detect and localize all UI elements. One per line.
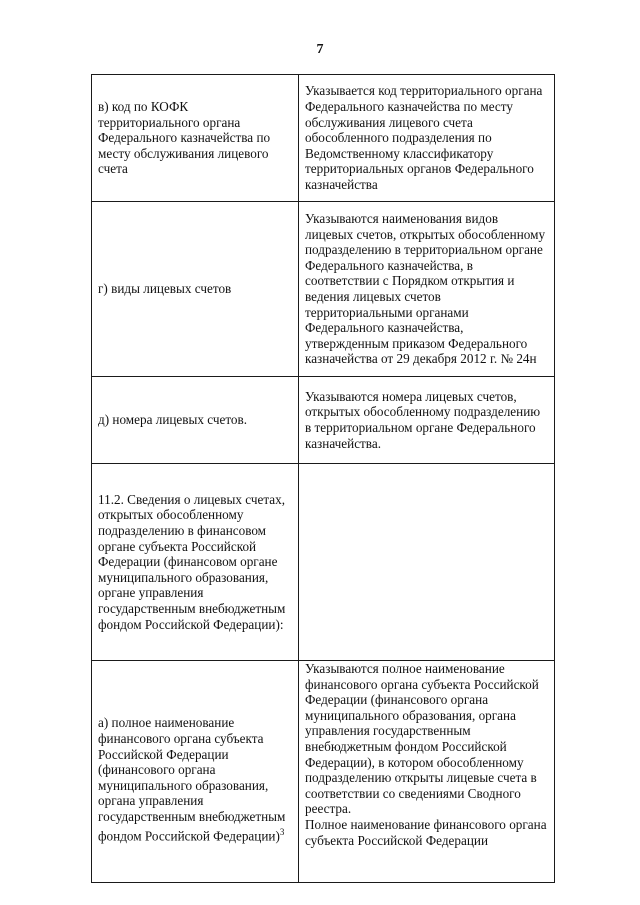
table-row [92,377,555,464]
field-description-continued-text: Полное наименование финансового органа субъекта Российской Федерации [305,816,547,848]
table-row [92,464,555,661]
table-row [92,202,555,377]
field-description-cell [299,661,555,883]
empty-description-cell [299,464,555,661]
field-description-text: Указываются полное наименование финансового органа субъекта Российской Федерации (финансового органа муниципального образования, органа управления государственным внебюджетным фондом Российской Федерации), в котором обособленному подразделению открыты лицевые счета в соответствии со сведениями Сводного реестра. [305,661,539,817]
table-row [92,75,555,202]
field-name-text: а) полное наименование финансового органа субъекта Российской Федерации (финансового органа муниципального образования, органа управления государственным внебюджетным фондом Российской Федерации) [98,715,286,843]
field-description-cell: Указывается код территориального органа Федерального казначейства по месту обслуживания лицевого счета обособленного подразделения по Ведомственному классификатору территориальных органов Федерального казначейства [299,75,555,202]
field-name-cell: д) номера лицевых счетов. [92,377,299,464]
field-description-cell: Указываются номера лицевых счетов, открытых обособленному подразделению в территориальном органе Федерального казначейства. [299,377,555,464]
section-heading-cell: 11.2. Сведения о лицевых счетах, открытых обособленному подразделению в финансовом органе субъекта Российской Федерации (финансовом органе муниципального образования, органе управления государственным внебюджетным фондом Российской Федерации): [92,464,299,661]
page-number: 7 [316,42,324,57]
field-name-cell [92,661,299,883]
footnote-marker: 3 [279,826,285,837]
table-row [92,661,555,883]
field-name-cell: г) виды лицевых счетов [92,202,299,377]
document-table [91,74,555,883]
field-name-cell: в) код по КОФК территориального органа Федерального казначейства по месту обслуживания лицевого счета [92,75,299,202]
field-description-cell: Указываются наименования видов лицевых счетов, открытых обособленному подразделению в территориальном органе Федерального казначейства, в соответствии с Порядком открытия и ведения лицевых счетов территориальными органами Федерального казначейства, утвержденным приказом Федерального казначейства от 29 декабря 2012 г. № 24н [299,202,555,377]
